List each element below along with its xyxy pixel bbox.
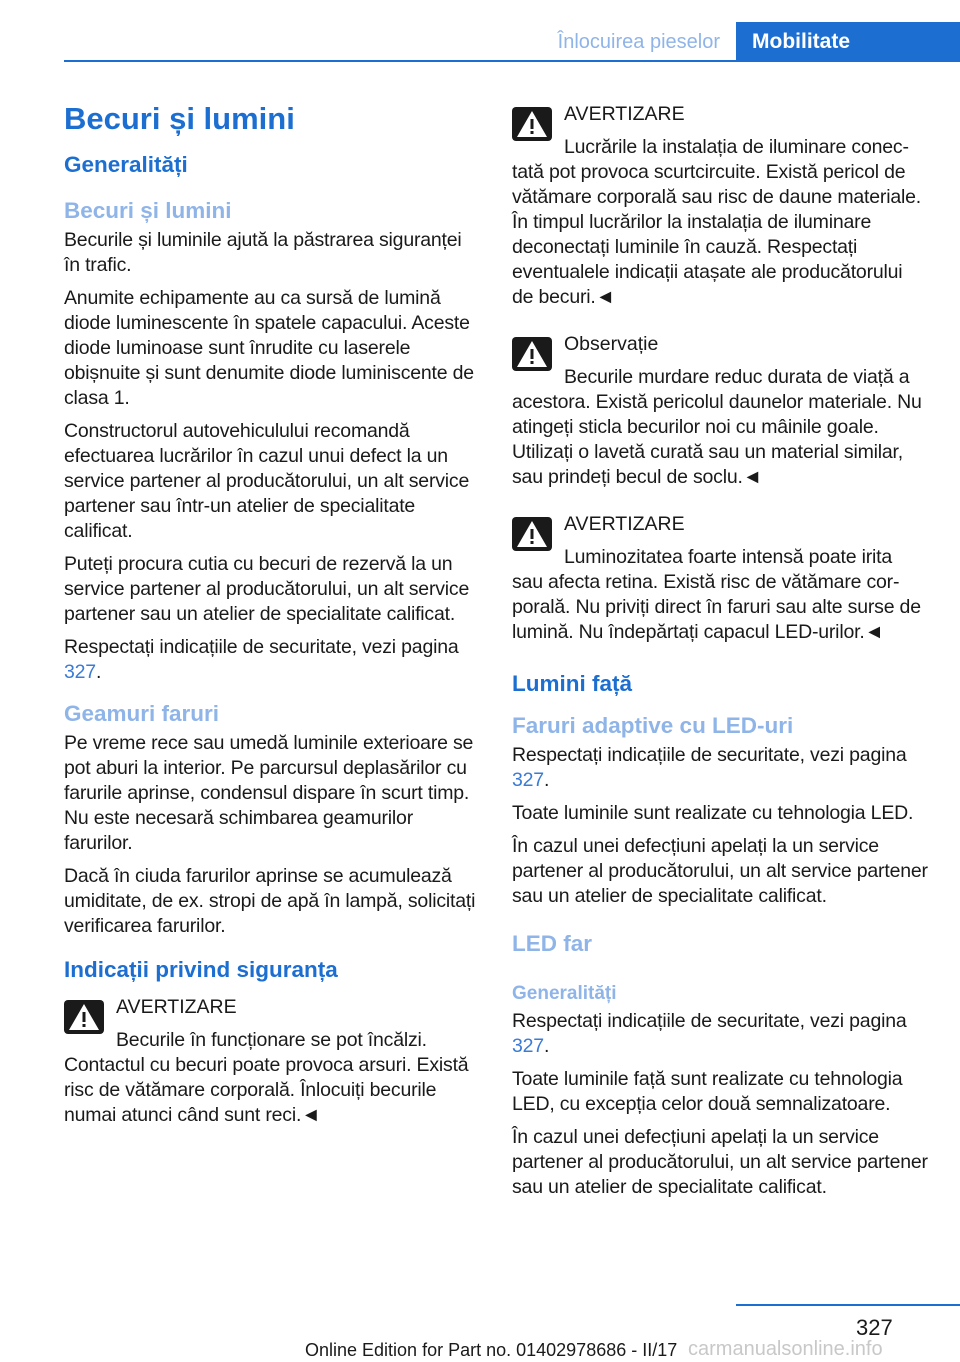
headlight-glass-subheading: Geamuri faruri	[64, 701, 220, 726]
page-link[interactable]: 327	[64, 661, 96, 683]
footer-rule	[736, 1304, 960, 1306]
page-link[interactable]: 327	[512, 769, 544, 791]
left-column	[64, 96, 480, 1150]
page-header	[0, 0, 960, 62]
note-text: Becurile murdare reduc durata de viață a acestora. Există pericolul daunelor materiale. Nu atingeți sticla becurilor noi cu mâinile goale. Utilizați o lavetă curată sau un material similar, sau prindeți becul de soclu.◄	[512, 366, 922, 488]
adaptive-led-subheading: Faruri adaptive cu LED-uri	[512, 713, 794, 738]
safety-reference: Respectați indicațiile de securitate, vezi pagina 327.	[512, 744, 907, 791]
header-rule	[64, 60, 736, 62]
paragraph: Toate luminile față sunt realizate cu tehnologia LED, cu excepția celor două semnalizatoare.	[512, 1068, 903, 1115]
warning-text: Becurile în funcționare se pot încălzi. Contactul cu becuri poate provoca arsuri. Există risc de vătămare corporală. Înlocuiți becurile numai atunci când sunt reci.◄	[64, 1029, 469, 1126]
warning-triangle-icon	[512, 337, 552, 371]
led-headlight-subheading: LED far	[512, 931, 593, 956]
warning-title: AVERTIZARE	[564, 103, 685, 125]
note-block	[512, 332, 928, 490]
warning-triangle-icon	[512, 107, 552, 141]
safety-reference: Respectați indicațiile de securitate, vezi pagina 327.	[512, 1010, 907, 1057]
paragraph: Anumite echipamente au ca sursă de lumină diode luminescente în spatele capacului. Aceste diode luminoase sunt înrudite cu laserele obișnuite și sunt denumite diode luminiscente de clasa 1.	[64, 287, 474, 409]
header-chapter-tab: Mobilitate	[736, 22, 960, 62]
warning-title: AVERTIZARE	[116, 996, 237, 1018]
paragraph: Constructorul autovehiculului recomandă efectuarea lucrărilor în cazul unui defect la un service partener al producătorului, un alt service partener sau într-un atelier de specialitate calificat.	[64, 420, 470, 542]
paragraph: În cazul unei defecțiuni apelați la un service partener al producătorului, un alt service partener sau un atelier de specialitate calificat.	[512, 1126, 928, 1198]
page-title: Becuri și lumini	[64, 101, 295, 136]
general-heading: Generalități	[64, 152, 188, 177]
right-column	[512, 102, 928, 1208]
edition-note: Online Edition for Part no. 01402978686 - II/17	[305, 1340, 678, 1360]
paragraph: Pe vreme rece sau umedă luminile exterioare se pot aburi la interior. Pe parcursul deplasărilor cu farurile aprinse, condensul dispare în scurt timp. Nu este necesară schimbarea geamurilor farurilor.	[64, 732, 474, 854]
paragraph: Dacă în ciuda farurilor aprinse se acumulează umiditate, de ex. stropi de apă în lampă, solicitați verificarea farurilor.	[64, 865, 476, 937]
page-link[interactable]: 327	[512, 1035, 544, 1057]
warning-text: Luminozitatea foarte intensă poate irita sau afecta retina. Există risc de vătămare corporală. Nu priviți direct în faruri sau alte surse de lumină. Nu îndepărtați capacul LED-urilor.◄	[512, 546, 921, 643]
paragraph: Puteți procura cutia cu becuri de rezervă la un service partener al producătorului, un alt service partener sau un atelier de specialitate calificat.	[64, 553, 470, 625]
warning-title: AVERTIZARE	[564, 513, 685, 535]
note-title: Observație	[564, 333, 659, 355]
watermark: carmanualsonline.info	[688, 1338, 883, 1360]
paragraph: Toate luminile sunt realizate cu tehnologia LED.	[512, 802, 914, 824]
front-lights-heading: Lumini față	[512, 671, 633, 696]
led-general-subheading: Generalități	[512, 983, 617, 1004]
bulbs-subheading: Becuri și lumini	[64, 198, 232, 223]
safety-heading: Indicații privind siguranța	[64, 957, 338, 982]
paragraph: Becurile și luminile ajută la păstrarea siguranței în trafic.	[64, 229, 462, 276]
warning-block	[64, 995, 480, 1128]
warning-triangle-icon	[64, 1000, 104, 1034]
safety-reference: Respectați indicațiile de securitate, vezi pagina 327.	[64, 636, 459, 683]
header-section-title: Înlocuirea pieselor	[557, 31, 720, 53]
warning-block	[512, 102, 928, 310]
page-number: 327	[856, 1315, 893, 1340]
warning-triangle-icon	[512, 517, 552, 551]
warning-text: Lucrările la instalația de iluminare conectată pot provoca scurtcircuite. Există pericol de vătămare corporală sau risc de daune materiale. În timpul lucrărilor la instalația de iluminare deconectați luminile în cauză. Respectați eventualele indicații atașate ale producătorului de becuri.◄	[512, 136, 921, 308]
warning-block	[512, 512, 928, 645]
paragraph: În cazul unei defecțiuni apelați la un service partener al producătorului, un alt service partener sau un atelier de specialitate calificat.	[512, 835, 928, 907]
